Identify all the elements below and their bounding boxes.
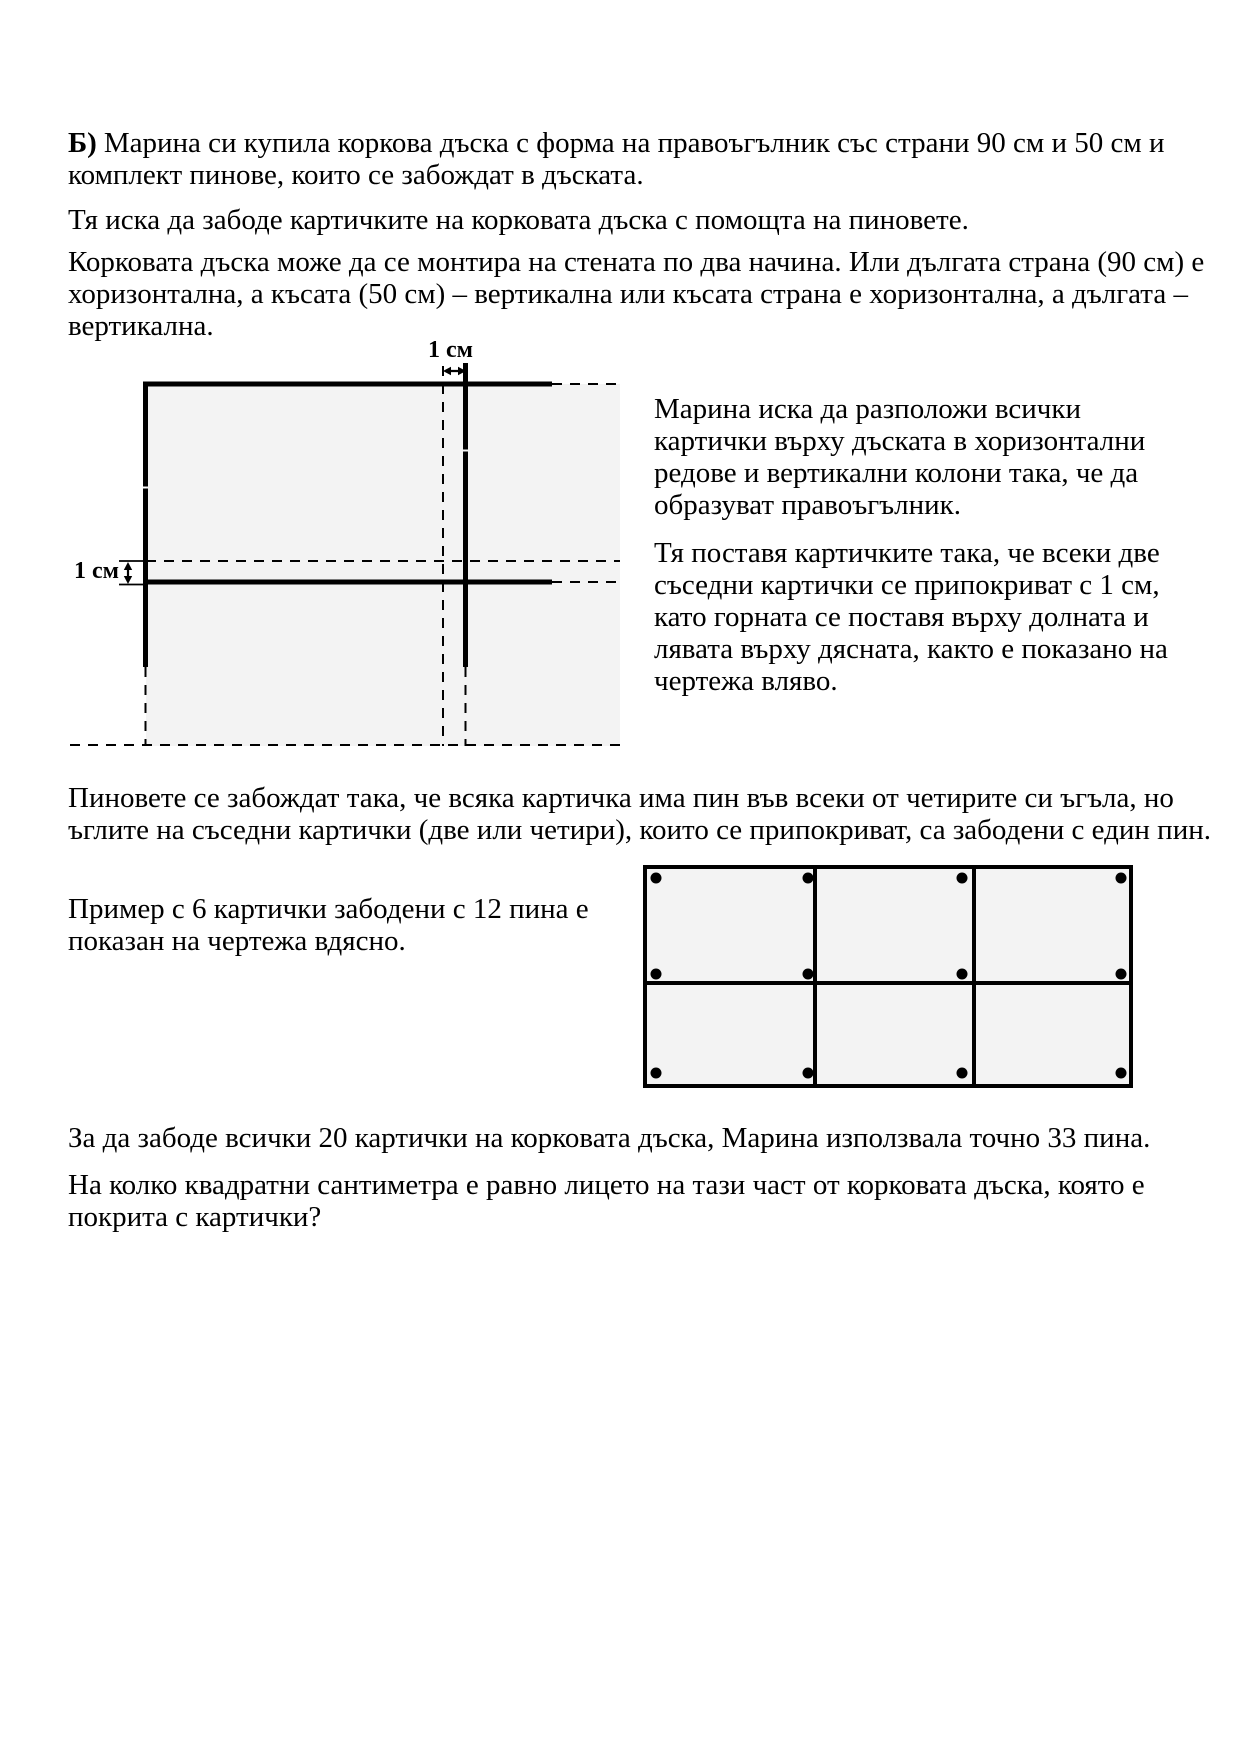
text-line-content: Марина си купила коркова дъска с форма на правоъгълник със страни 90 см и 50 см и xyxy=(103,127,1165,159)
pin-dot xyxy=(957,873,968,884)
pin-dot xyxy=(803,873,814,884)
pin-dot xyxy=(651,873,662,884)
text-line: Марина иска да разположи всички xyxy=(654,393,1081,425)
board-overlap-diagram xyxy=(60,330,640,760)
text-line: Тя поставя картичките така, че всеки две xyxy=(654,537,1160,569)
text-line: ъглите на съседни картички (две или четири), които се припокриват, са забодени с един пин. xyxy=(68,814,1211,846)
text-line: Пиновете се забождат така, че всяка картичка има пин във всеки от четирите си ъгъла, но xyxy=(68,782,1174,814)
pin-dot xyxy=(957,969,968,980)
text-line: като горната се поставя върху долната и xyxy=(654,601,1149,633)
pin-dot xyxy=(1116,1068,1127,1079)
paragraph-mounting xyxy=(68,246,1204,342)
paragraph-arrange xyxy=(654,393,1145,521)
text-line: съседни картички се припокриват с 1 см, xyxy=(654,569,1160,601)
dim-label-top: 1 см xyxy=(428,337,473,363)
paragraph-intro xyxy=(68,127,1164,191)
text-line: показан на чертежа вдясно. xyxy=(68,925,406,957)
text-line: покрита с картички? xyxy=(68,1201,322,1233)
paragraph-wish xyxy=(68,204,969,236)
cork-board xyxy=(146,384,620,746)
dim-label-left: 1 см xyxy=(74,558,119,584)
pin-dot xyxy=(803,1068,814,1079)
task-letter: Б) xyxy=(68,127,97,159)
cards-grid-border xyxy=(645,867,1131,1086)
text-line: комплект пинове, които се забождат в дъската. xyxy=(68,159,644,191)
paragraph-example xyxy=(68,893,589,957)
text-line: редове и вертикални колони така, че да xyxy=(654,457,1139,489)
cards-pins-diagram xyxy=(640,860,1140,1095)
text-line: На колко квадратни сантиметра е равно лицето на тази част от корковата дъска, която е xyxy=(68,1169,1145,1201)
text-line: вертикална. xyxy=(68,310,214,342)
text-line: Пример с 6 картички забодени с 12 пина е xyxy=(68,893,589,925)
text-line: За да забоде всички 20 картички на корковата дъска, Марина използвала точно 33 пина. xyxy=(68,1122,1151,1154)
paragraph-pins-rule xyxy=(68,782,1211,846)
pin-dot xyxy=(651,969,662,980)
arrow-head-down-icon xyxy=(124,576,132,584)
pin-dot xyxy=(957,1068,968,1079)
text-line xyxy=(68,127,1164,159)
pin-dot xyxy=(651,1068,662,1079)
text-line: чертежа вляво. xyxy=(654,665,838,697)
pin-dot xyxy=(1116,969,1127,980)
pin-dot xyxy=(1116,873,1127,884)
paragraph-question xyxy=(68,1169,1145,1233)
pin-dot xyxy=(803,969,814,980)
paragraph-total-pins xyxy=(68,1122,1150,1154)
text-line: лявата върху дясната, както е показано на xyxy=(654,633,1168,665)
text-line: образуват правоъгълник. xyxy=(654,489,961,521)
arrow-head-up-icon xyxy=(124,562,132,570)
text-line: Корковата дъска може да се монтира на стената по два начина. Или дългата страна (90 см) е xyxy=(68,246,1205,278)
text-line: хоризонтална, а късата (50 см) – вертикална или късата страна е хоризонтална, а дългата – xyxy=(68,278,1188,310)
paragraph-overlap-rule xyxy=(654,537,1168,697)
arrow-head-left-icon xyxy=(443,367,451,375)
text-line: Тя иска да забоде картичките на корковата дъска с помощта на пиновете. xyxy=(68,204,969,236)
text-line: картички върху дъската в хоризонтални xyxy=(654,425,1146,457)
